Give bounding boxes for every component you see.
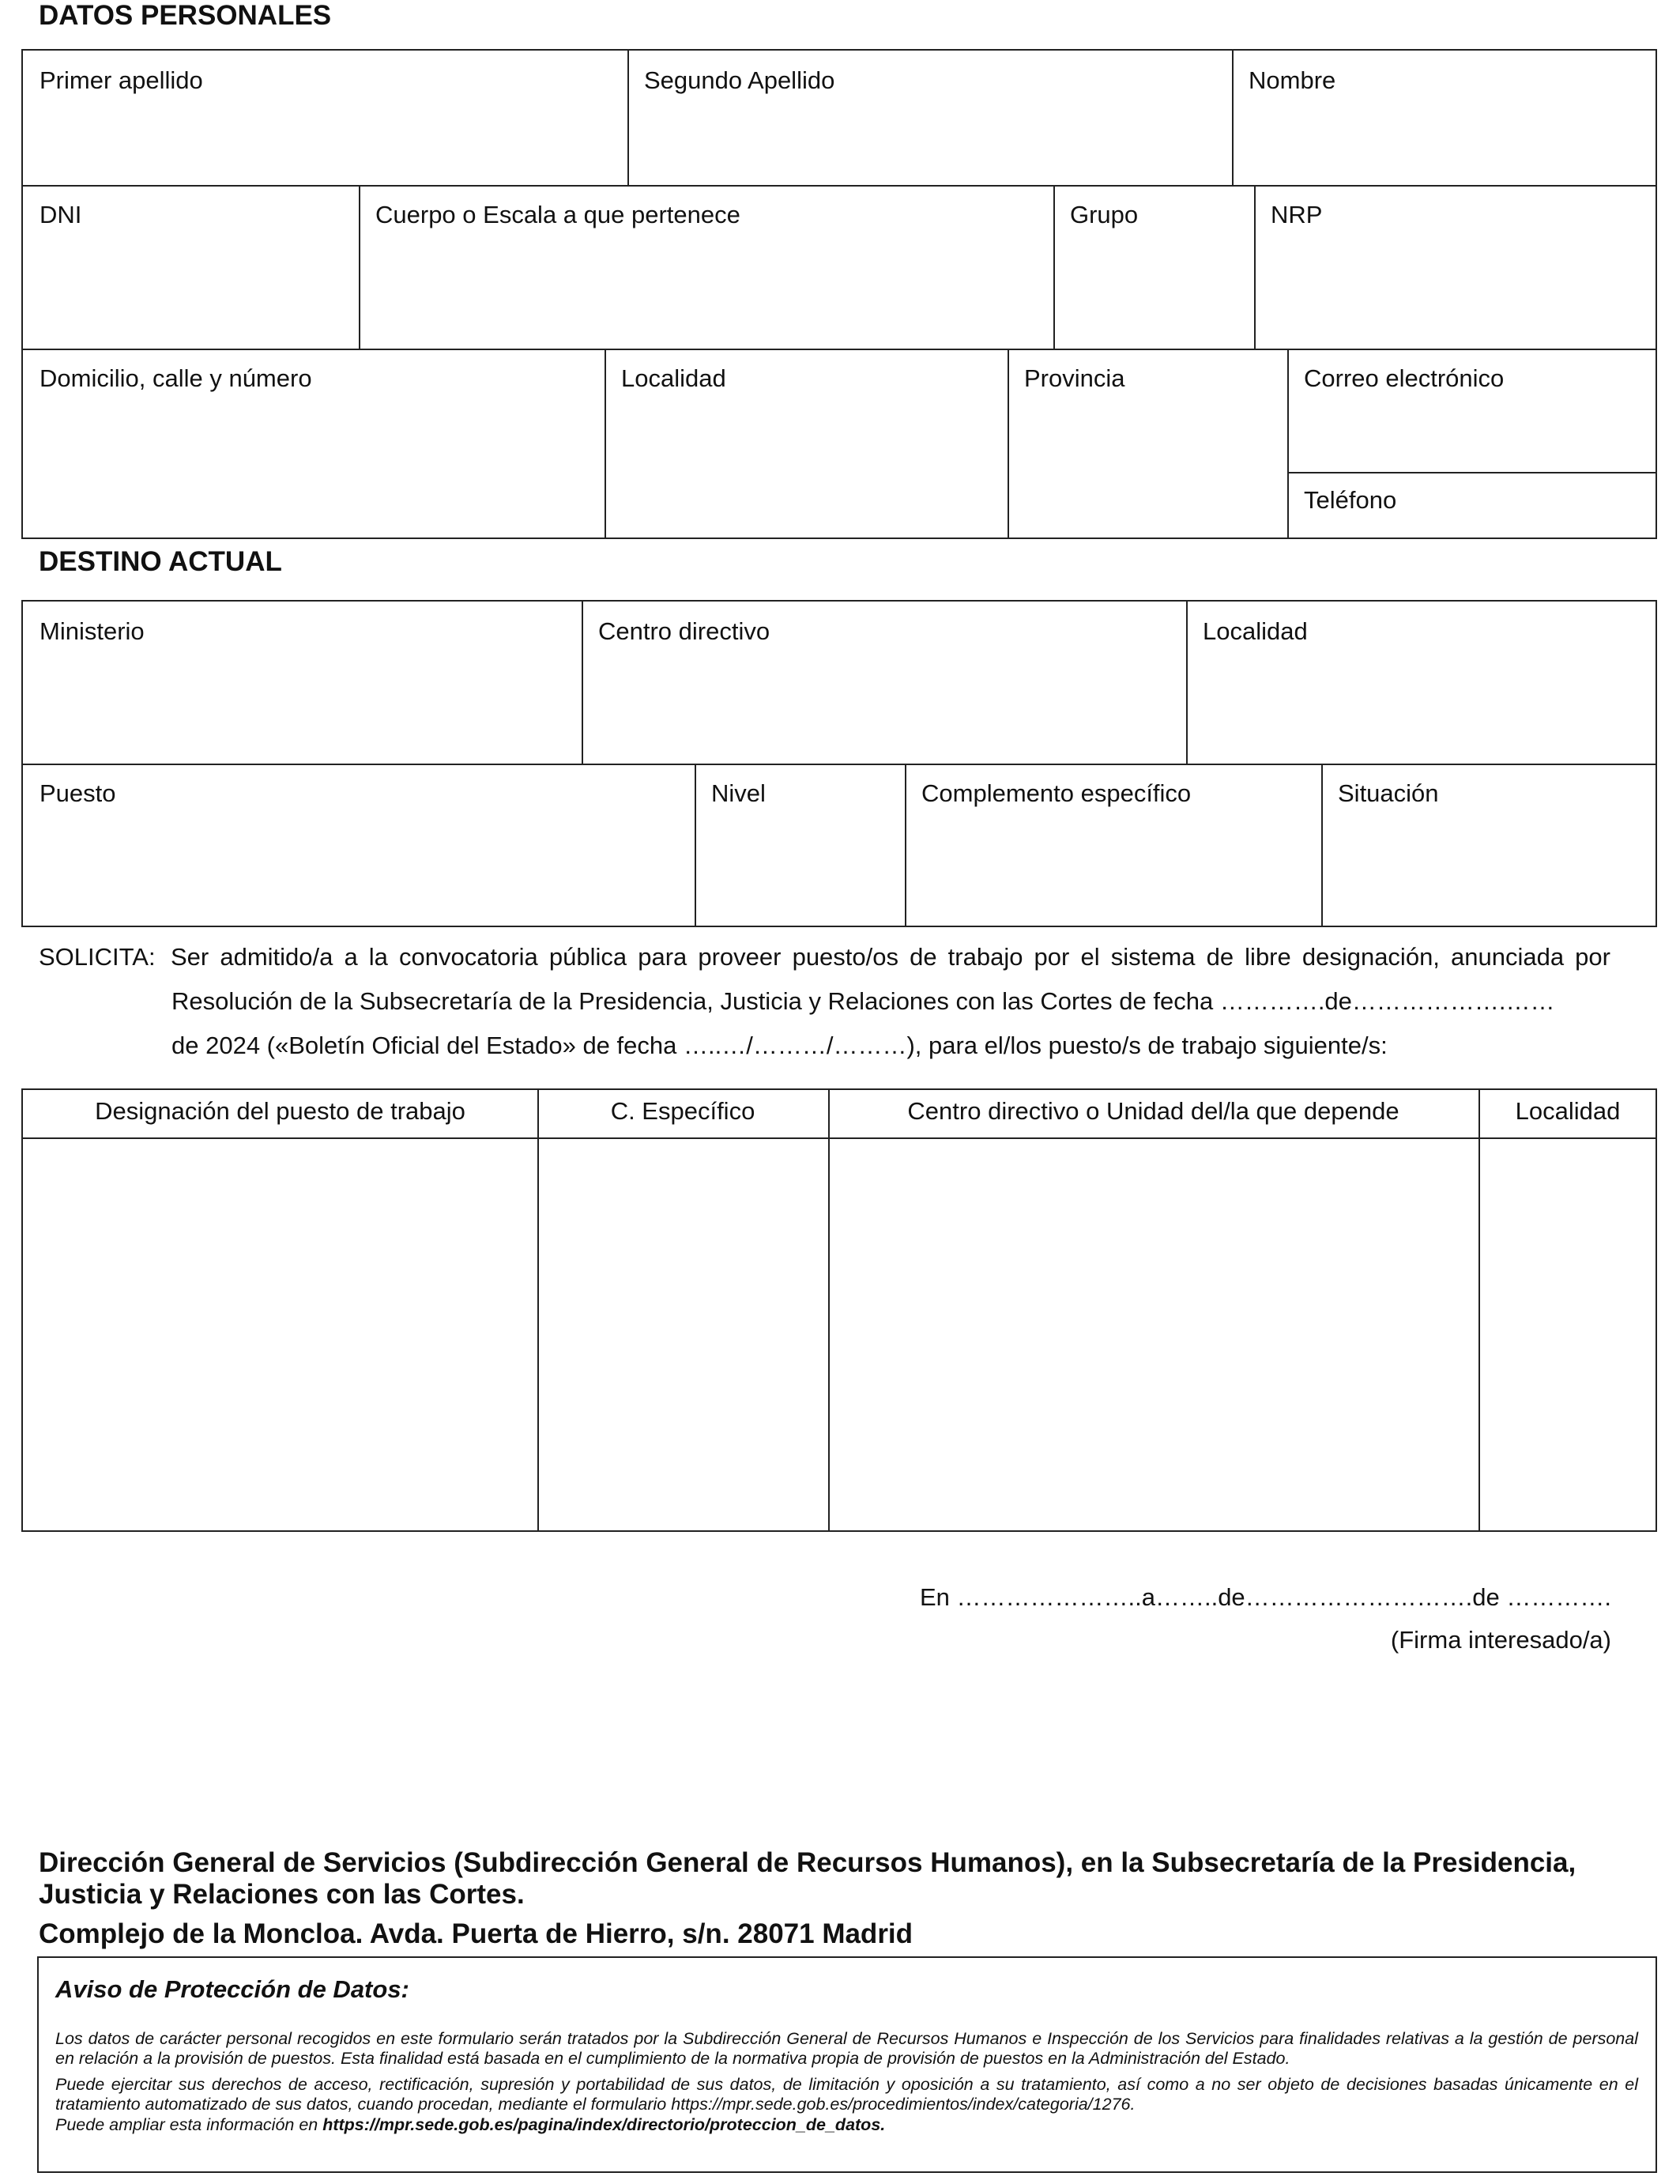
field-label: Grupo xyxy=(1070,201,1139,228)
solicita-line-2: Resolución de la Subsecretaría de la Presidencia, Justicia y Relaciones con las Cortes de fecha ………….de……………….…… xyxy=(171,987,1555,1015)
field-label: Segundo Apellido xyxy=(644,66,835,94)
field-label: Localidad xyxy=(621,364,726,392)
field-label: Cuerpo o Escala a que pertenece xyxy=(375,201,740,228)
c-especifico-input-cell[interactable] xyxy=(539,1139,828,1532)
field-label: Ministerio xyxy=(40,617,145,645)
table-header-c-especifico: C. Específico xyxy=(610,1097,755,1125)
destino-actual-grid xyxy=(21,600,1657,927)
field-label: DNI xyxy=(40,201,82,228)
direccion-address: Complejo de la Moncloa. Avda. Puerta de Hierro, s/n. 28071 Madrid xyxy=(39,1918,913,1949)
solicita-line-1: Ser admitido/a a la convocatoria pública para proveer puesto/os de trabajo por el sistema de libre designación, anunciada por xyxy=(171,943,1610,971)
field-label: Nombre xyxy=(1249,66,1336,94)
solicita-label: SOLICITA: xyxy=(39,943,156,971)
field-label: Complemento específico xyxy=(921,779,1192,807)
puestos-table xyxy=(21,1088,1657,1532)
aviso-title: Aviso de Protección de Datos: xyxy=(55,1975,409,2003)
table-header-localidad: Localidad xyxy=(1515,1097,1621,1125)
table-header-centro-directivo: Centro directivo o Unidad del/la que depende xyxy=(907,1097,1399,1125)
aviso-paragraph-1: Los datos de carácter personal recogidos en este formulario serán tratados por la Subdirección General de Recursos Humanos e Inspección de los Servicios para finalidades relativas a la gestión de personal en relación a la provisión de puestos. Esta finalidad está basada en el cumplimiento de la normativa propia de provisión de puestos en la Administración del Estado. xyxy=(55,2029,1638,2068)
field-label: Teléfono xyxy=(1304,486,1397,514)
field-label: Puesto xyxy=(40,779,116,807)
designacion-input-cell[interactable] xyxy=(23,1139,537,1532)
datos-personales-grid xyxy=(21,49,1657,539)
aviso-paragraph-3 xyxy=(55,2115,1638,2135)
direccion-line-1: Dirección General de Servicios (Subdirección General de Recursos Humanos), en la Subsecretaría de la Presidencia, xyxy=(39,1847,1576,1878)
aviso-paragraph-2: Puede ejercitar sus derechos de acceso, rectificación, supresión y portabilidad de sus datos, de limitación y oposición a su tratamiento, así como a no ser objeto de decisiones basadas únicamente en el tratamiento automatizado de sus datos, cuando procedan, mediante el formulario https://mpr.sede.gob.es/procedimientos/index/categoria/1276. xyxy=(55,2075,1638,2114)
field-label: Correo electrónico xyxy=(1304,364,1505,392)
aviso-proteccion-datos-box xyxy=(37,1956,1657,2173)
section-title-datos-personales: DATOS PERSONALES xyxy=(39,0,332,31)
solicita-line-3: de 2024 («Boletín Oficial del Estado» de fecha …..…/………/………), para el/los puesto/s de trabajo siguiente/s: xyxy=(171,1032,1388,1059)
direccion-line-2: Justicia y Relaciones con las Cortes. xyxy=(39,1879,525,1910)
field-label: Centro directivo xyxy=(598,617,770,645)
field-label: Domicilio, calle y número xyxy=(40,364,312,392)
field-label: Situación xyxy=(1338,779,1439,807)
firma-label: (Firma interesado/a) xyxy=(1390,1626,1611,1654)
section-title-destino-actual: DESTINO ACTUAL xyxy=(39,546,282,577)
field-label: NRP xyxy=(1271,201,1323,228)
localidad-input-cell[interactable] xyxy=(1480,1139,1656,1532)
table-header-designacion: Designación del puesto de trabajo xyxy=(95,1097,465,1125)
field-label: Provincia xyxy=(1024,364,1125,392)
proteccion-datos-link[interactable]: https://mpr.sede.gob.es/pagina/index/directorio/proteccion_de_datos. xyxy=(322,2115,886,2134)
field-label: Nivel xyxy=(711,779,766,807)
aviso-p3-text: Puede ampliar esta información en xyxy=(55,2115,323,2134)
centro-directivo-input-cell[interactable] xyxy=(830,1139,1478,1532)
field-label: Localidad xyxy=(1203,617,1308,645)
lugar-fecha-line: En …………………..a……..de……………………….de …………. xyxy=(919,1583,1611,1611)
field-label: Primer apellido xyxy=(40,66,203,94)
